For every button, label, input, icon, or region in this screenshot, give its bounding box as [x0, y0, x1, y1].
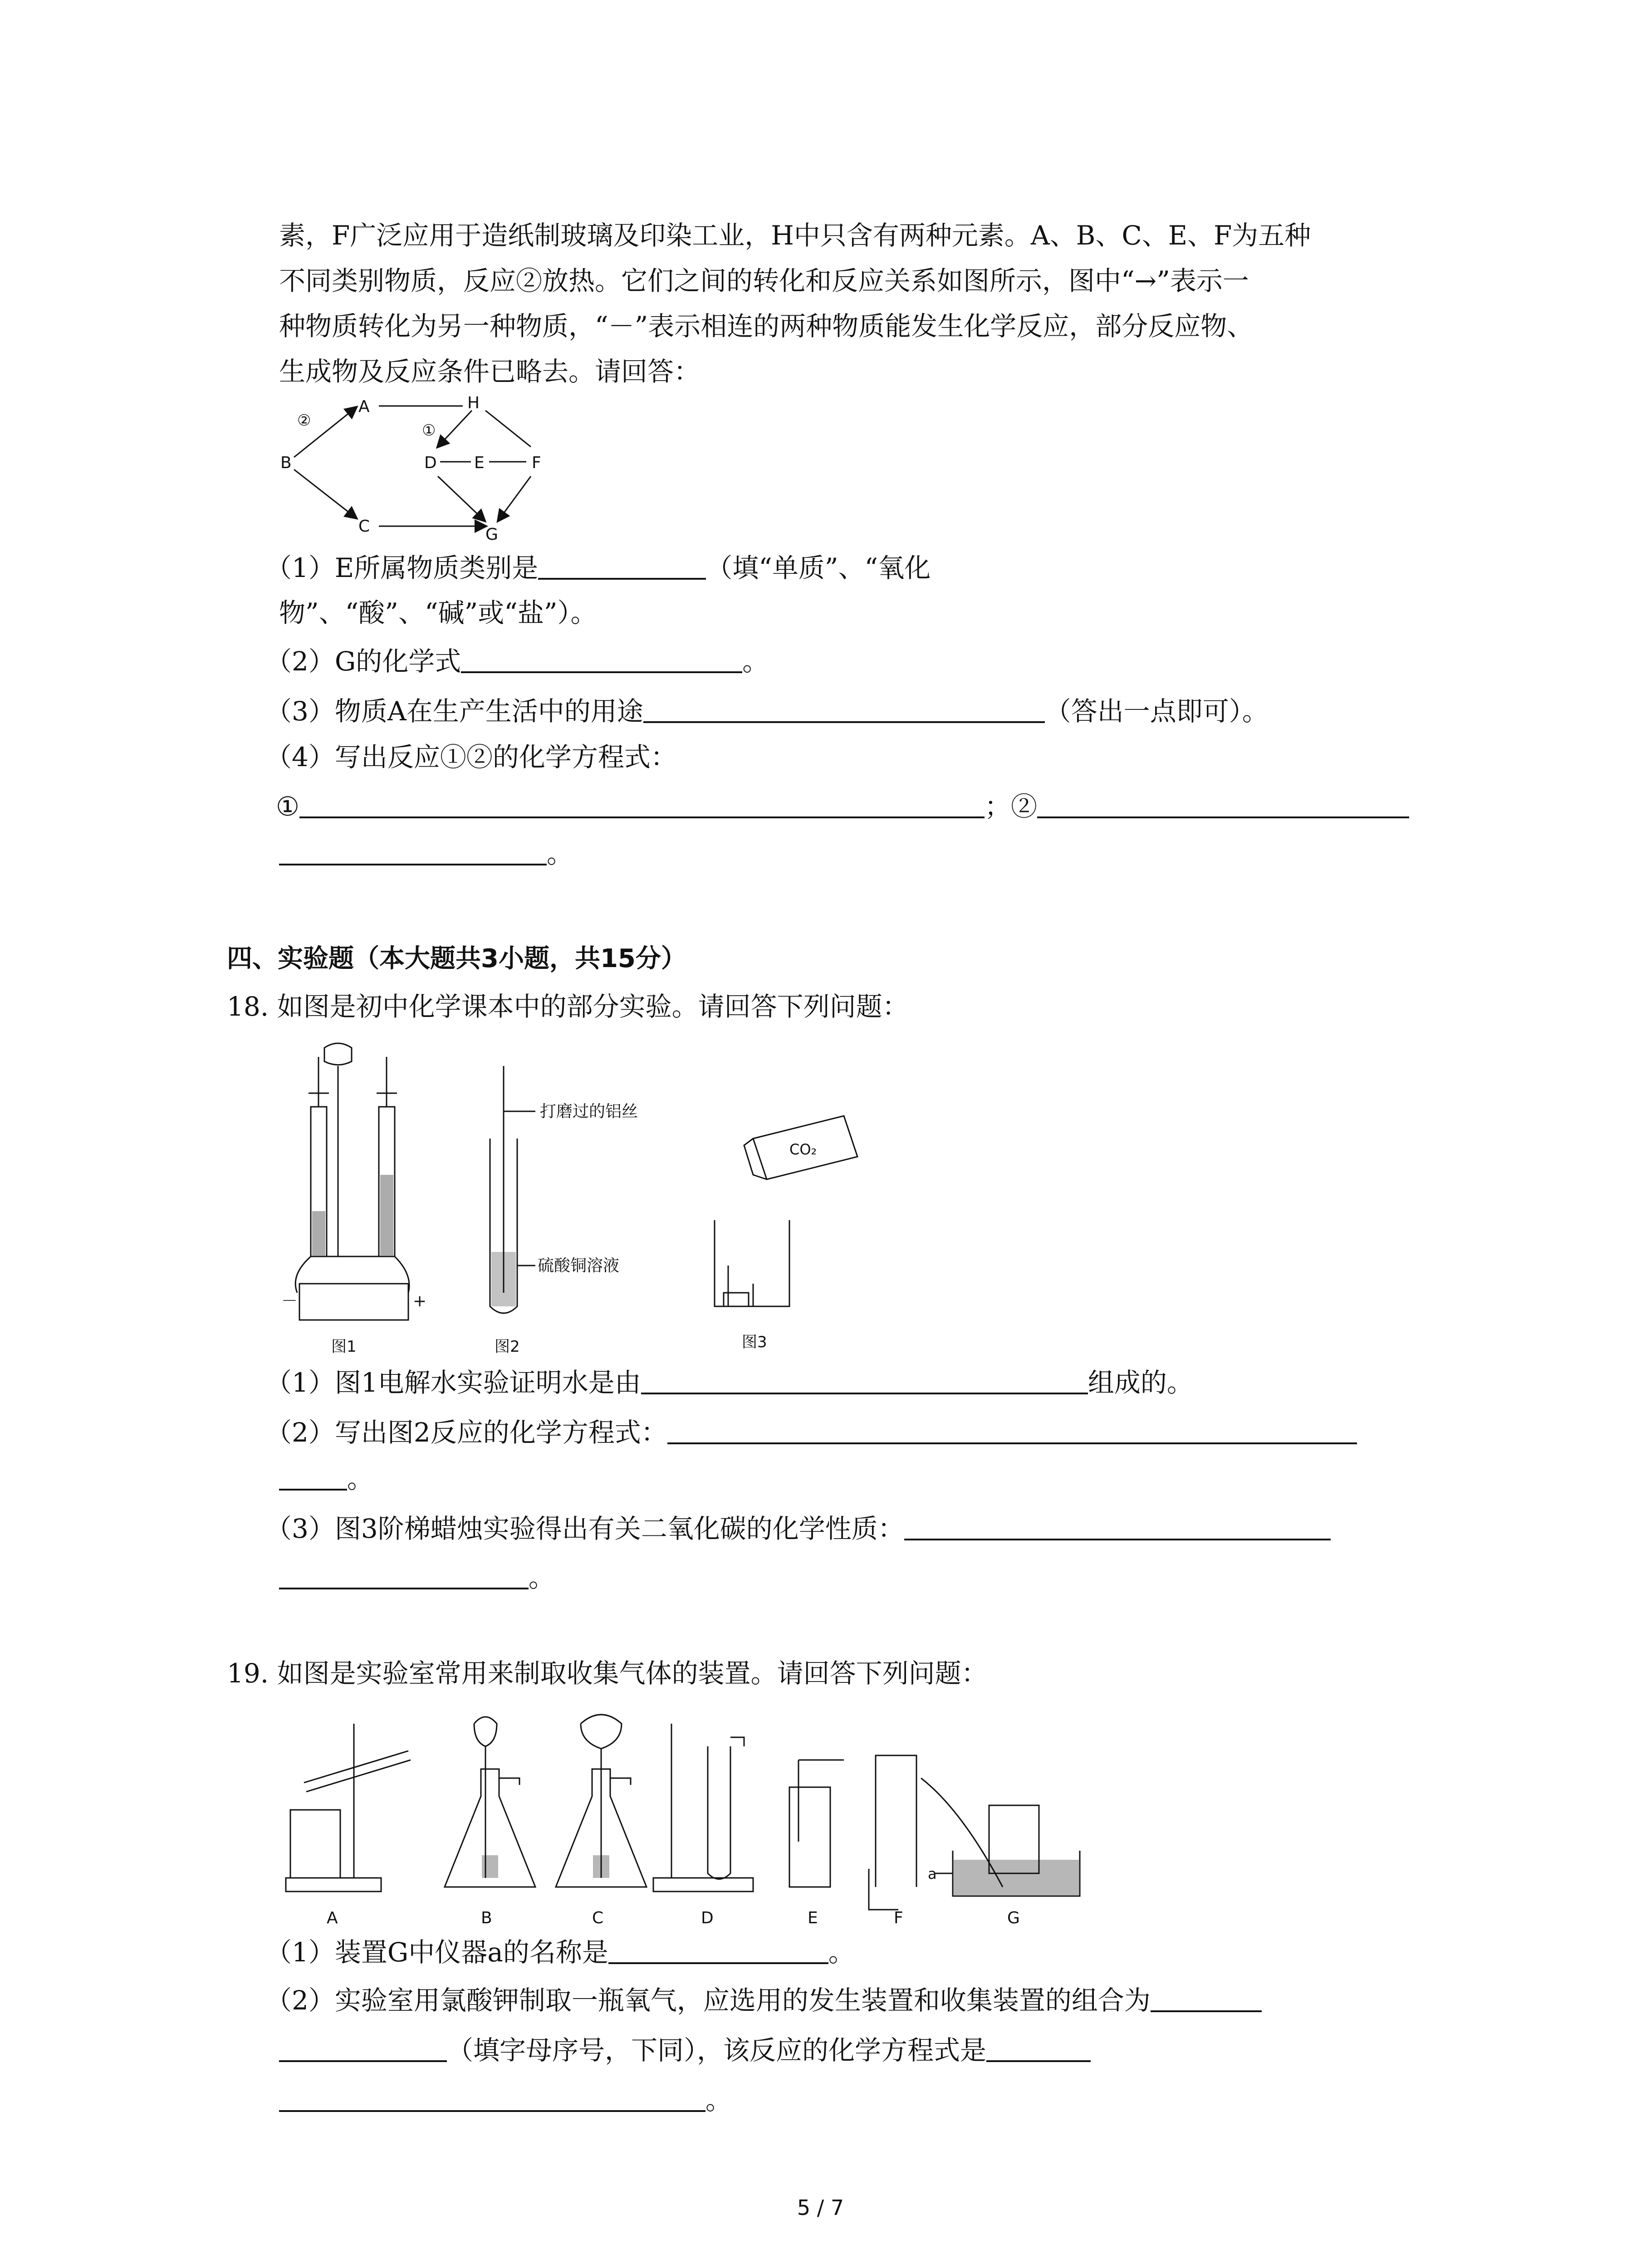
q19-stem: 19. 如图是实验室常用来制取收集气体的装置。请回答下列问题： — [227, 1658, 988, 1689]
apparatus-label-d: D — [701, 1909, 714, 1927]
apparatus-label-b: B — [481, 1909, 492, 1927]
answer-blank-q17-4-1[interactable] — [299, 793, 985, 818]
answer-blank-q18-2[interactable] — [667, 1419, 1357, 1444]
q17-part2-line — [265, 648, 769, 675]
separatory-funnel-icon — [581, 1715, 622, 1749]
reaction-2-mark: ② — [297, 411, 311, 430]
q18-part3-text: （3）图3阶梯蜡烛实验得出有关二氧化碳的化学性质： — [265, 1513, 904, 1544]
arrow-d-to-g — [438, 476, 485, 521]
apparatus-label-g: G — [1007, 1909, 1020, 1927]
arrow-f-to-g — [498, 476, 531, 521]
water-right — [380, 1175, 393, 1256]
reaction-2-label: ；② — [985, 791, 1038, 822]
reaction-1-mark: ① — [422, 421, 436, 440]
node-f: F — [532, 454, 541, 472]
q18-part3-line — [265, 1515, 1331, 1542]
instrument-a-label: a — [928, 1865, 937, 1882]
q18-figures — [272, 1039, 907, 1365]
copper-sulfate-solution — [491, 1252, 516, 1306]
q17-part1-text: （1）E所属物质类别是 — [265, 552, 539, 583]
q17-part3-line — [265, 696, 1269, 727]
co2-label: CO₂ — [789, 1141, 817, 1158]
period: 。 — [742, 646, 769, 677]
apparatus-a-base — [286, 1878, 381, 1892]
q18-part2-text: （2）写出图2反应的化学方程式： — [265, 1417, 667, 1448]
q18-part1-tail: 组成的。 — [1087, 1367, 1193, 1398]
gas-bottle-e-icon — [789, 1787, 830, 1887]
answer-blank-q17-4-2[interactable] — [1037, 793, 1409, 818]
q19-part1-line — [265, 1937, 855, 1968]
q19-part2-cont — [279, 2035, 1091, 2066]
q17-part4-answer-line — [276, 793, 1409, 820]
node-e: E — [474, 454, 485, 472]
long-neck-funnel-icon — [474, 1717, 497, 1746]
reaction-1-label: ① — [276, 791, 299, 822]
link-h-f — [485, 411, 531, 447]
fig3-caption: 图3 — [742, 1333, 767, 1351]
fig2-caption: 图2 — [495, 1338, 520, 1356]
intro-line-1: 素，F广泛应用于造纸制玻璃及印染工业，H中只含有两种元素。A、B、C、E、F为五种 — [279, 220, 1311, 251]
node-b: B — [280, 454, 292, 472]
q18-part2-cont — [279, 1465, 373, 1492]
q17-part4-answer-cont — [279, 840, 573, 867]
q19-apparatus-figure — [272, 1706, 1125, 1932]
q17-part3-text: （3）物质A在生产生活中的用途 — [265, 696, 643, 727]
answer-blank-q17-2[interactable] — [461, 648, 742, 673]
q19-part2-cont2 — [279, 2085, 732, 2116]
water-left — [312, 1211, 325, 1256]
positive-terminal-label: + — [413, 1292, 427, 1310]
answer-blank-q18-1[interactable] — [641, 1369, 1088, 1394]
node-d: D — [424, 454, 437, 472]
node-a: A — [358, 397, 370, 416]
intro-line-2: 不同类别物质，反应②放热。它们之间的转化和反应关系如图所示，图中“→”表示一 — [279, 265, 1249, 296]
section-title: 四、实验题（本大题共3小题，共15分） — [227, 944, 686, 973]
power-supply-icon — [299, 1284, 408, 1320]
arrow-h-to-d — [438, 411, 472, 447]
aluminum-wire-label: 打磨过的铝丝 — [540, 1102, 638, 1121]
negative-terminal-label: － — [281, 1292, 298, 1310]
answer-blank-q18-2-cont[interactable] — [279, 1465, 347, 1491]
node-h: H — [467, 394, 480, 412]
q19-part2-text: （2）实验室用氯酸钾制取一瓶氧气，应选用的发生装置和收集装置的组合为 — [265, 1985, 1151, 2016]
period: 。 — [547, 838, 573, 869]
apparatus-label-f: F — [894, 1909, 903, 1927]
period: 。 — [529, 1562, 555, 1593]
node-c: C — [358, 517, 370, 536]
test-tube-d-icon — [708, 1746, 730, 1879]
apparatus-label-a: A — [327, 1909, 338, 1927]
period: 。 — [705, 2085, 732, 2116]
answer-blank-q18-3-cont[interactable] — [279, 1564, 529, 1589]
answer-blank-q19-2-1-cont[interactable] — [279, 2037, 447, 2062]
answer-blank-q19-2-2[interactable] — [986, 2037, 1091, 2062]
trough-water — [954, 1860, 1079, 1895]
q17-part1-hint-cont: 物”、“酸”、“碱”或“盐”）。 — [279, 597, 597, 628]
q17-part1-line — [265, 554, 931, 581]
intro-line-4: 生成物及反应条件已略去。请回答： — [279, 356, 700, 387]
fig1-caption: 图1 — [331, 1338, 357, 1356]
test-tube-a-icon — [304, 1751, 408, 1783]
answer-blank-q19-2-2-cont[interactable] — [279, 2087, 705, 2112]
intro-line-3: 种物质转化为另一种物质，“－”表示相连的两种物质能发生化学反应，部分反应物、 — [279, 311, 1254, 342]
q17-part2-text: （2）G的化学式 — [265, 646, 461, 677]
q18-stem: 18. 如图是初中化学课本中的部分实验。请回答下列问题： — [227, 991, 909, 1022]
apparatus-d-base — [653, 1878, 753, 1892]
q17-part4-text: （4）写出反应①②的化学方程式： — [265, 742, 677, 772]
q19-part2-line — [265, 1987, 1262, 2014]
q19-part1-text: （1）装置G中仪器a的名称是 — [265, 1937, 608, 1968]
q18-part1-line — [265, 1369, 1193, 1396]
funnel-icon — [324, 1043, 352, 1065]
copper-sulfate-label: 硫酸铜溶液 — [538, 1256, 620, 1275]
arrow-b-to-c — [294, 469, 356, 518]
q17-part3-hint: （答出一点即可）。 — [1044, 696, 1269, 727]
gas-bottle-f-icon — [876, 1755, 916, 1887]
alcohol-lamp-icon — [290, 1810, 340, 1878]
answer-blank-q19-1[interactable] — [608, 1939, 828, 1964]
q18-part3-cont — [279, 1564, 555, 1591]
page-number: 5 / 7 — [797, 2195, 844, 2220]
q18-part2-line — [265, 1419, 1357, 1446]
answer-blank-q17-1[interactable] — [538, 554, 706, 580]
apparatus-label-e: E — [808, 1909, 818, 1927]
apparatus-label-c: C — [592, 1909, 604, 1927]
node-g: G — [485, 525, 498, 544]
period: 。 — [828, 1937, 855, 1968]
answer-blank-q17-4-2-cont[interactable] — [279, 840, 547, 865]
q18-part1-text: （1）图1电解水实验证明水是由 — [265, 1367, 641, 1398]
answer-blank-q18-3[interactable] — [904, 1515, 1331, 1540]
answer-blank-q19-2-1[interactable] — [1151, 1987, 1262, 2012]
reaction-relation-diagram — [272, 390, 581, 544]
answer-blank-q17-3[interactable] — [643, 698, 1045, 723]
q17-part1-hint: （填“单质”、“氧化 — [706, 552, 931, 583]
period: 。 — [347, 1463, 374, 1494]
q19-part2-text-cont: （填字母序号，下同），该反应的化学方程式是 — [447, 2035, 987, 2066]
